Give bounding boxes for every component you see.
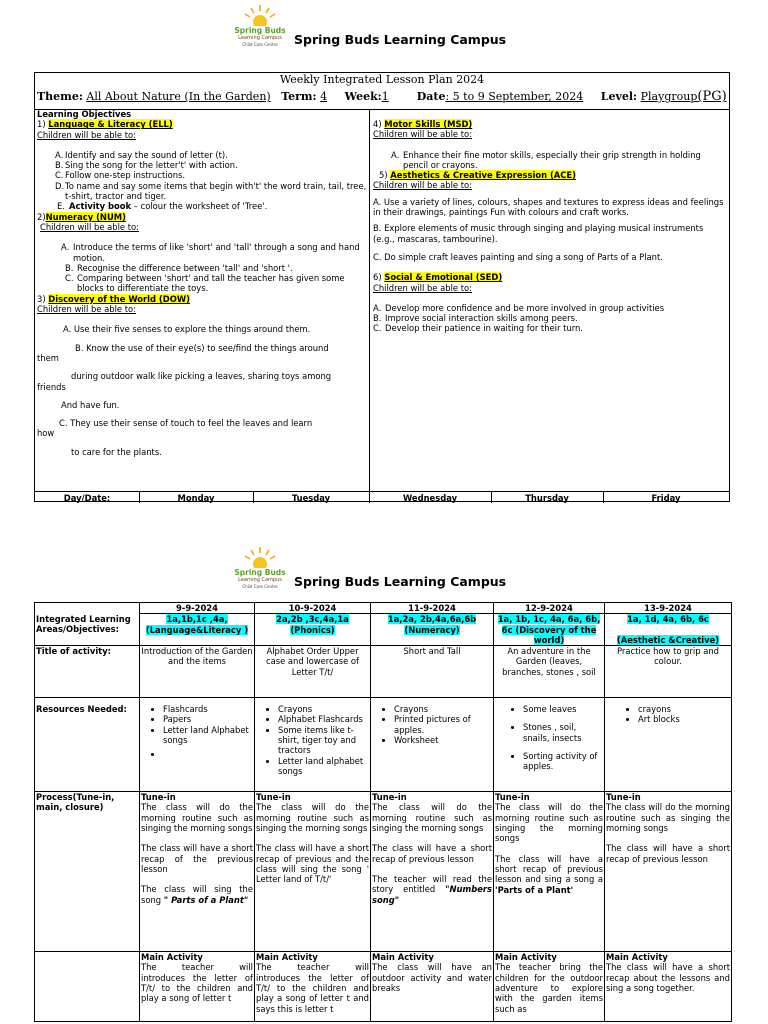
date-monday: 9-9-2024	[140, 603, 255, 614]
list-item: B. Recognise the difference between 'tall' and 'short '.	[65, 262, 293, 273]
objective-friday: 1a, 1d, 4a, 6b, 6c	[627, 614, 709, 625]
table-row	[35, 792, 732, 952]
header	[230, 546, 550, 598]
ell-num: 1)	[37, 119, 46, 130]
num-able: Children will be able to:	[40, 221, 139, 232]
sed-title: Social & Emotional (SED)	[384, 272, 503, 283]
list-item: C. Comparing between 'short' and tall the teacher has given some blocks to differentiate the toys.	[65, 273, 345, 294]
level-label: Level:	[600, 90, 638, 103]
objective-tuesday: 2a,2b ,3c,4a,1a (Phonics)	[276, 614, 349, 635]
tunein-label: Tune-in	[256, 792, 291, 803]
date-value: : 5 to 9 September, 2024	[445, 90, 584, 103]
table-row	[35, 646, 732, 698]
msd-able: Children will be able to:	[373, 129, 472, 140]
week-label: Week:	[344, 90, 382, 103]
main-label: Main Activity	[372, 952, 434, 963]
tunein-friday-1: The class will do the morning routine such as singing the morning songs	[606, 802, 730, 834]
resources-monday	[141, 704, 253, 759]
term-value: 4	[320, 90, 328, 103]
sun-icon	[242, 4, 278, 26]
dow-b2: them	[37, 352, 59, 363]
num-num: 2)	[37, 211, 46, 222]
list-item: • Crayons	[394, 704, 492, 714]
list-item: • Some leaves	[523, 704, 603, 714]
process-label: Process(Tune-in, main, closure)	[35, 792, 140, 952]
resources-label: Resources Needed:	[35, 698, 140, 792]
list-item: • Sorting activity of apples.	[523, 751, 603, 772]
num-title: Numeracy (NUM)	[45, 211, 126, 222]
day-friday: Friday	[651, 493, 681, 503]
main-label: Main Activity	[606, 952, 668, 963]
table-row	[35, 603, 732, 614]
list-item: • Crayons	[278, 704, 369, 714]
objective-thursday: 1a, 1b, 1c, 4a, 6a, 6b, 6c (Discovery of the world)	[497, 614, 601, 645]
sed-num: 6)	[373, 272, 382, 283]
ace-a: A. Use a variety of lines, colours, shapes and textures to express ideas and feelings in their drawings, paintings Fun with colours and craft works.	[373, 196, 724, 218]
objective-monday: 1a,1b,1c ,4a, (Language&Literacy )	[145, 614, 249, 635]
list-item: E. Activity book – colour the worksheet of 'Tree'.	[57, 201, 268, 212]
msd-title: Motor Skills (MSD)	[384, 119, 473, 129]
tunein-monday-song: " Parts of a Plant"	[163, 894, 249, 905]
dow-c3: to care for the plants.	[71, 446, 162, 457]
logo-subtitle: Learning Campus	[238, 35, 282, 41]
ell-able: Children will be able to:	[37, 129, 136, 140]
table-row	[35, 614, 732, 646]
dow-c1: C. They use their sense of touch to feel the leaves and learn	[59, 418, 313, 429]
level-value: Playgroup	[640, 90, 698, 103]
week-value: 1	[381, 90, 389, 103]
day-tuesday: Tuesday	[291, 493, 331, 503]
tunein-monday-3: The class will sing the song	[141, 884, 253, 905]
dow-b3: during outdoor walk like picking a leaves, sharing toys among	[71, 371, 332, 382]
list-item: • Stones , soil, snails, insects	[523, 722, 603, 743]
list-item: C. Develop their patience in waiting for their turn.	[373, 323, 583, 334]
list-item: A. Identify and say the sound of letter (t).	[55, 149, 228, 160]
list-item	[163, 749, 253, 759]
tunein-thursday-2: The class will have a short recap of previous lesson and sing a song a	[495, 853, 603, 885]
process-label-cont	[35, 952, 140, 1022]
weekly-table	[34, 602, 732, 1022]
title-wednesday: Short and Tall	[371, 646, 494, 698]
sed-able: Children will be able to:	[373, 282, 472, 293]
main-label: Main Activity	[256, 952, 318, 963]
objective-friday-extra: (Aesthetic &Creative)	[616, 634, 720, 645]
title-thursday: An adventure in the Garden (leaves, branches, stones , soil	[494, 646, 605, 698]
ace-able: Children will be able to:	[373, 180, 472, 191]
logo-tagline: Child Care Centre	[242, 42, 278, 47]
list-item: • Alphabet Flashcards	[278, 714, 369, 724]
theme-value: All About Nature (In the Garden)	[86, 90, 271, 103]
list-item: • Worksheet	[394, 735, 492, 745]
day-monday: Monday	[177, 493, 215, 503]
main-tuesday: The teacher will introduces the letter of T/t/ to the children and play a song of letter t and says this is letter t	[256, 962, 369, 1014]
areas-label: Integrated Learning Areas/Objectives:	[35, 614, 140, 646]
tunein-monday-1: The class will do the morning routine such as singing the morning songs	[141, 802, 253, 834]
campus-logo	[230, 4, 290, 56]
list-item: • Printed pictures of apples.	[394, 714, 492, 735]
main-monday: The teacher will introduces the letter of T/t/ to the children and play a song of letter t	[141, 962, 253, 1004]
logo-tagline: Child Care Centre	[242, 584, 278, 589]
resources-thursday	[495, 704, 603, 771]
main-label: Main Activity	[495, 952, 557, 963]
title-tuesday: Alphabet Order Upper case and lowercase of Letter T/t/	[255, 646, 371, 698]
ell-title: Language & Literacy (ELL)	[48, 119, 173, 130]
sun-icon	[242, 546, 278, 568]
logo-title: Spring Buds	[234, 26, 286, 35]
dow-b4: friends	[37, 381, 66, 392]
plan-meta	[37, 90, 727, 104]
tunein-thursday-1: The class will do the morning routine such as singing the morning songs	[495, 802, 603, 844]
main-label: Main Activity	[141, 952, 203, 963]
tunein-wednesday-2: The class will have a short recap of previous lesson	[372, 843, 492, 864]
column-divider	[369, 109, 370, 501]
dow-title: Discovery of the World (DOW)	[48, 293, 190, 304]
objectives-right	[373, 119, 725, 334]
title-monday: Introduction of the Garden and the items	[140, 646, 255, 698]
list-item: • Letter land alphabet songs	[278, 756, 369, 777]
date-friday: 13-9-2024	[605, 603, 732, 614]
resources-friday	[606, 704, 730, 725]
ace-c: C. Do simple craft leaves painting and sing a song of Parts of a Plant.	[373, 251, 663, 262]
dow-c2: how	[37, 428, 55, 439]
resources-wednesday	[372, 704, 492, 745]
resources-tuesday	[256, 704, 369, 776]
table-row	[35, 952, 732, 1022]
tunein-label: Tune-in	[606, 792, 641, 803]
msd-num: 4)	[373, 119, 382, 129]
list-item: C. Follow one-step instructions.	[55, 170, 186, 181]
table-row	[35, 698, 732, 792]
header	[230, 4, 550, 56]
list-item: D. To name and say some items that begin with't' the word train, tail, tree, t-shirt, tractor and tiger.	[55, 180, 367, 202]
list-item: B. Improve social interaction skills among peers.	[373, 313, 578, 324]
tunein-label: Tune-in	[141, 792, 176, 803]
date-wednesday: 11-9-2024	[371, 603, 494, 614]
tunein-wednesday-song: "Numbers song"	[372, 884, 492, 905]
main-wednesday: The class will have an outdoor activity and water breaks	[372, 962, 492, 994]
ace-b: B. Explore elements of music through singing and playing musical instruments (e.g., mascaras, tambourine).	[373, 223, 704, 244]
main-thursday: The teacher bring the children for the outdoor adventure to explore with the garden items such as	[495, 962, 603, 1014]
list-item: • Papers	[163, 714, 253, 724]
objectives-heading: Learning Objectives	[37, 109, 132, 119]
tunein-wednesday-3: The teacher will read the story entitled	[372, 873, 492, 895]
dow-num: 3)	[37, 293, 46, 304]
day-label: Day/Date:	[63, 493, 111, 503]
num-list	[37, 242, 367, 293]
list-item: • Art blocks	[638, 714, 730, 724]
list-item: • Letter land Alphabet songs	[163, 725, 253, 746]
tunein-label: Tune-in	[372, 792, 407, 803]
dow-a: A. Use their five senses to explore the things around them.	[63, 324, 311, 335]
tunein-wednesday-1: The class will do the morning routine such as singing the morning songs	[372, 802, 492, 834]
list-item: A. Introduce the terms of like 'short' and 'tall' through a song and hand motion.	[61, 242, 360, 263]
tunein-thursday-song: 'Parts of a Plant'	[495, 884, 574, 895]
list-item: • Some items like t-shirt, tiger toy and tractors	[278, 725, 369, 756]
campus-name: Spring Buds Learning Campus	[294, 32, 507, 47]
tunein-monday-2: The class will have a short recap of the previous lesson	[141, 843, 253, 874]
term-label: Term:	[281, 90, 317, 103]
objective-wednesday: 1a,2a, 2b,4a,6a,6b (Numeracy)	[387, 614, 477, 635]
dow-b5: And have fun.	[61, 399, 120, 410]
ell-list	[37, 150, 367, 212]
tunein-tuesday-2: The class will have a short recap of previous and the class will sing the song ' Letter land of T/t/'	[256, 843, 369, 885]
list-item: A. Enhance their fine motor skills, especially their grip strength in holding pencil or crayons.	[391, 149, 701, 170]
plan-title: Weekly Integrated Lesson Plan 2024	[279, 73, 485, 86]
tunein-tuesday-1: The class will do the morning routine such as singing the morning songs	[256, 802, 369, 834]
objectives-left	[37, 109, 367, 457]
sed-list	[373, 303, 725, 334]
day-row	[35, 491, 729, 503]
logo-subtitle: Learning Campus	[238, 577, 282, 583]
day-thursday: Thursday	[525, 493, 569, 503]
ace-num: 5)	[379, 170, 388, 181]
main-friday: The class will have a short recap about the lessons and sing a song together.	[606, 962, 730, 994]
tunein-label: Tune-in	[495, 792, 530, 803]
list-item: • crayons	[638, 704, 730, 714]
list-item: • Flashcards	[163, 704, 253, 714]
logo-title: Spring Buds	[234, 568, 286, 577]
date-tuesday: 10-9-2024	[255, 603, 371, 614]
campus-logo	[230, 546, 290, 598]
list-item: A. Develop more confidence and be more involved in group activities	[373, 302, 665, 313]
ace-title: Aesthetics & Creative Expression (ACE)	[390, 170, 576, 181]
msd-list	[373, 150, 725, 171]
day-wednesday: Wednesday	[402, 493, 458, 503]
campus-name: Spring Buds Learning Campus	[294, 574, 507, 589]
title-label: Title of activity:	[35, 646, 140, 698]
theme-label: Theme:	[37, 90, 83, 103]
list-item: B. Sing the song for the letter't' with action.	[55, 160, 238, 171]
row-label-areas	[35, 603, 140, 614]
level-code: (PG)	[697, 89, 727, 104]
dow-able: Children will be able to:	[37, 304, 136, 315]
dow-b1: B. Know the use of their eye(s) to see/find the things around	[75, 342, 329, 353]
date-label: Date	[416, 90, 446, 103]
title-friday: Practice how to grip and colour.	[605, 646, 732, 698]
lesson-plan-frame	[34, 72, 730, 502]
date-thursday: 12-9-2024	[494, 603, 605, 614]
tunein-friday-2: The class will have a short recap of previous lesson	[606, 843, 730, 864]
